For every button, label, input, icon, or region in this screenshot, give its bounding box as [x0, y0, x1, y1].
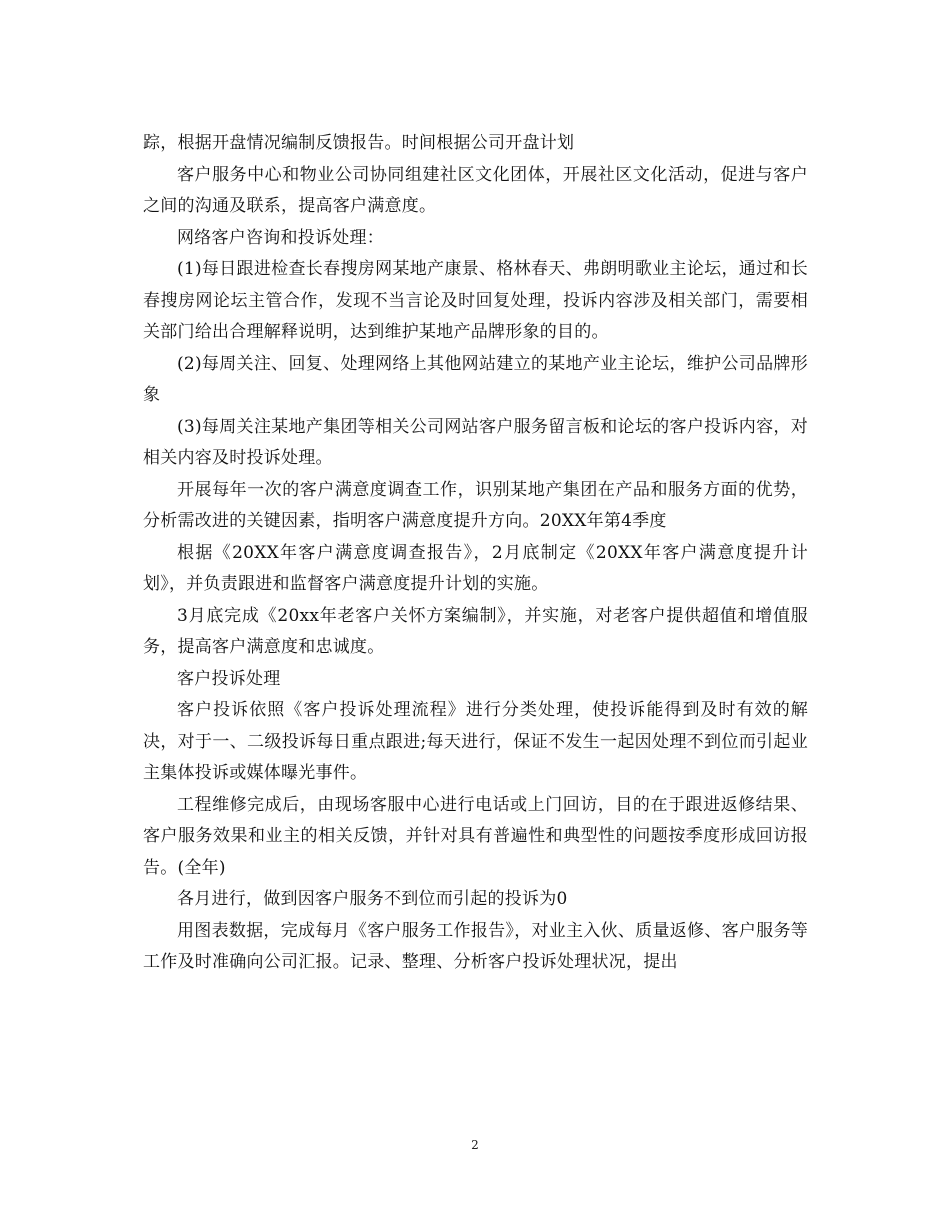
paragraph-satisfaction-plan: 根据《20XX年客户满意度调查报告》，2月底制定《20XX年客户满意度提升计划》，并负责跟进和监督客户满意度提升计划的实施。	[143, 542, 808, 594]
document-body	[143, 128, 808, 979]
paragraph-item-3: (3)每周关注某地产集团等相关公司网站客户服务留言板和论坛的客户投诉内容，对相关内容及时投诉处理。	[143, 416, 808, 468]
paragraph-maintenance-followup: 工程维修完成后，由现场客服中心进行电话或上门回访，目的在于跟进返修结果、客户服务效果和业主的相关反馈，并针对具有普遍性和典型性的问题按季度形成回访报告。(全年)	[143, 794, 808, 878]
paragraph-item-2: (2)每周关注、回复、处理网络上其他网站建立的某地产业主论坛，维护公司品牌形象	[143, 353, 808, 405]
paragraph-monthly-report: 用图表数据，完成每月《客户服务工作报告》，对业主入伙、质量返修、客户服务等工作及时准确向公司汇报。记录、整理、分析客户投诉处理状况，提出	[143, 920, 808, 972]
section-heading-online-complaints: 网络客户咨询和投诉处理：	[177, 227, 384, 248]
paragraph-old-customer-care: 3月底完成《20xx年老客户关怀方案编制》，并实施，对老客户提供超值和增值服务，提高客户满意度和忠诚度。	[143, 605, 808, 657]
paragraph-monthly-target: 各月进行，做到因客户服务不到位而引起的投诉为0	[177, 889, 568, 909]
paragraph-community-culture: 客户服务中心和物业公司协同组建社区文化团体，开展社区文化活动，促进与客户之间的沟通及联系，提高客户满意度。	[143, 164, 808, 216]
paragraph-complaint-process: 客户投诉依照《客户投诉处理流程》进行分类处理，使投诉能得到及时有效的解决，对于一、二级投诉每日重点跟进;每天进行，保证不发生一起因处理不到位而引起业主集体投诉或媒体曝光事件。	[143, 700, 808, 783]
section-heading-complaint-handling: 客户投诉处理	[177, 668, 281, 689]
paragraph-satisfaction-survey: 开展每年一次的客户满意度调查工作，识别某地产集团在产品和服务方面的优势，分析需改进的关键因素，指明客户满意度提升方向。20XX年第4季度	[143, 479, 808, 531]
paragraph-item-1: (1)每日跟进检查长春搜房网某地产康景、格林春天、弗朗明歌业主论坛，通过和长春搜房网论坛主管合作，发现不当言论及时回复处理，投诉内容涉及相关部门，需要相关部门给出合理解释说明，达到维护某地产品牌形象的目的。	[143, 259, 808, 342]
paragraph-continued: 踪，根据开盘情况编制反馈报告。时间根据公司开盘计划	[143, 133, 575, 153]
page-number: 2	[471, 1138, 479, 1152]
